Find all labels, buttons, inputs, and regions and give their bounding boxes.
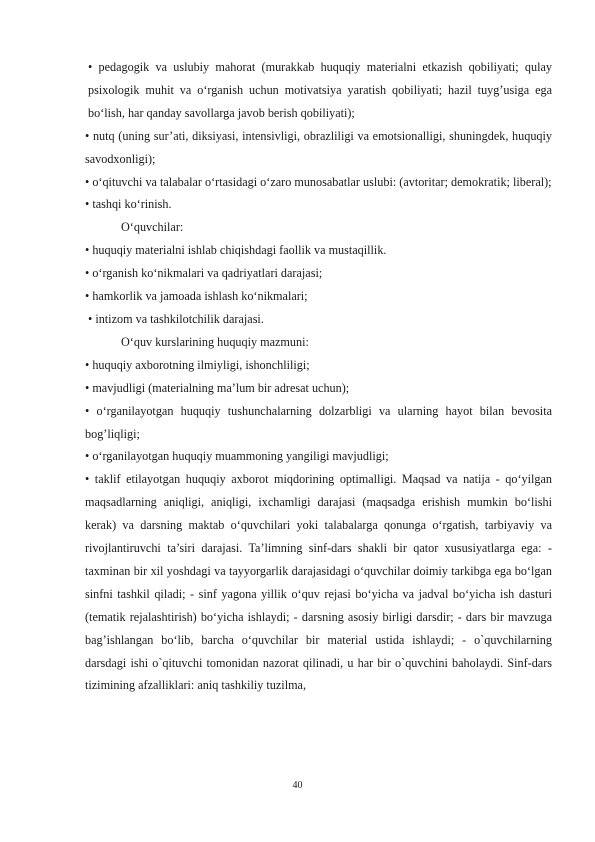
paragraph-scientific: • huquqiy axborotning ilmiyligi, ishonchliligi; (85, 357, 310, 372)
heading-course-content: O‘quv kurslarining huquqiy mazmuni: (121, 334, 309, 349)
page-number: 40 (292, 780, 303, 791)
paragraph-relations-style: • o‘qituvchi va talabalar o‘rtasidagi o‘zaro munosabatlar uslubi: (avtoritar; demokratik; liberal); (85, 174, 552, 189)
paragraph-optimality: • taklif etilayotgan huquqiy axborot miqdorining optimalligi. Maqsad va natija - qo‘yilgan maqsadlarning aniqligi, aniqligi, ixchamligi darajasi (maqsadga erishish mumkin bo‘lishi kerak) va darsning maktab o‘quvchilari yoki talabalarga qonunga o‘rgatish, tarbiyaviy va rivojlantiruvchi ta’siri darajasi. Ta’limning sinf-dars shakli bir qator xususiyatlarga ega: - taxminan bir xil yoshdagi va tayyorgarlik darajasidagi o‘quvchilar doimiy tarkibga ega bo‘lgan sinfni tashkil qiladi; - sinf yagona yillik o‘quv rejasi bo‘yicha va jadval bo‘yicha ish dasturi (tematik rejalashtirish) bo‘yicha ishlaydi; - darsning asosiy birligi darsdir; - dars bir mavzuga bag’ishlangan bo‘lib, barcha o‘quvchilar bir material ustida ishlaydi; - o`quvchilarning darsdagi ishi o`qituvchi tomonidan nazorat qilinadi, u har bir o`quvchini baholaydi. Sinf-dars tizimining afzalliklari: aniq tashkiliy tuzilma, (85, 472, 552, 693)
paragraph-discipline: • intizom va tashkilotchilik darajasi. (88, 311, 264, 326)
paragraph-learning-skills: • o‘rganish ko‘nikmalari va qadriyatlari darajasi; (85, 266, 323, 281)
paragraph-teamwork: • hamkorlik va jamoada ishlash ko‘nikmalari; (85, 289, 308, 304)
document-page (85, 56, 552, 697)
paragraph-appearance: • tashqi ko‘rinish. (85, 197, 172, 212)
paragraph-speech: • nutq (uning sur’ati, diksiyasi, intensivligi, obrazliligi va emotsionalligi, shuningdek, huquqiy savodxonligi); (85, 128, 552, 166)
paragraph-activity: • huquqiy materialni ishlab chiqishdagi faollik va mustaqillik. (85, 243, 387, 258)
paragraph-relevance: • o‘rganilayotgan huquqiy tushunchalarning dolzarbligi va ularning hayot bilan bevosita bog’liqligi; (85, 403, 552, 441)
paragraph-pedagogical-skill: • pedagogik va uslubiy mahorat (murakkab huquqiy materialni etkazish qobiliyati; qulay psixologik muhit va o‘rganish uchun motivatsiya yaratish qobiliyati; hazil tuyg’usiga ega bo‘lish, har qanday savollarga javob berish qobiliyati); (88, 60, 552, 120)
paragraph-novelty: • o‘rganilayotgan huquqiy muammoning yangiligi mavjudligi; (85, 449, 389, 464)
heading-students: O‘quvchilar: (121, 220, 184, 235)
paragraph-availability: • mavjudligi (materialning ma’lum bir adresat uchun); (85, 380, 350, 395)
